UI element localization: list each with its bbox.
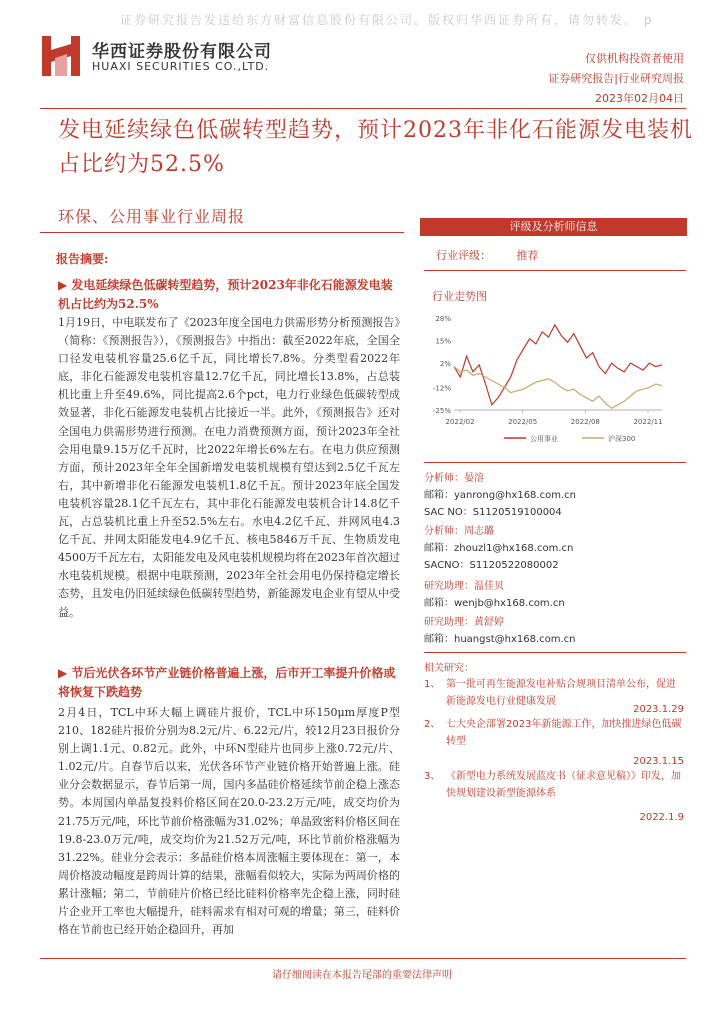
page-title: 发电延续绿色低碳转型趋势，预计2023年非化石能源发电装机占比约为52.5%	[58, 118, 693, 177]
analyst-divider	[424, 652, 686, 653]
rating-value: 推荐	[516, 249, 539, 262]
report-date: 2023年02月04日	[595, 92, 684, 105]
email-label: 邮箱：	[424, 490, 454, 501]
huaxi-logo-icon	[42, 36, 80, 76]
sac-label: SACNO：	[424, 560, 470, 571]
x-tick-label: 2022/02	[445, 418, 475, 426]
y-tick-label: 28%	[435, 315, 451, 323]
related-date: 2022.1.9	[639, 812, 684, 823]
assistant-email[interactable]: huangst@hx168.com.cn	[454, 634, 576, 645]
analyst-sac: S1120522080002	[469, 560, 559, 571]
bullet2-text: 2月4日，TCL中环大幅上调硅片报价，TCL中环150μm厚度P型210、182硅片报价分别为8.2元/片、6.22元/片，较12月23日报价分别上调1.1元、0.82元。此外，中环N型硅片也同步上涨0.72元/片、1.02元/片。自春节后以来，光伏各环节产业链价格开始普遍上涨。硅业分会数据显示，春节后第一周，国内多晶硅价格延续节前企稳上涨态势。本周国内单晶复投料价格区间在20.0-23.2万元/吨，成交均价为21.75万元/吨，环比节前价格涨幅为31.02%；单晶致密料价格区间在19.8-23.0万元/吨，成交均价为21.52万元/吨，环比节前价格涨幅为31.22%。硅业分会表示：多晶硅价格本周涨幅主要体现在：第一，本周价格波动幅度是跨周计算的结果，涨幅看似较大，实际为两周价格的累计涨幅；第二，节前硅片价格已经比硅料价格率先企稳上涨，同时硅片企业开工率也大幅提升，硅料需求有相对可观的增量；第三，硅料价格在节前也已经开始企稳回升，再加	[58, 706, 400, 937]
related-item-2[interactable]	[424, 716, 684, 750]
related-num: 1、	[424, 679, 441, 690]
page-subtitle: 环保、公用事业行业周报	[58, 207, 246, 226]
rating-label: 行业评级：	[436, 249, 491, 262]
analyst-email[interactable]: yanrong@hx168.com.cn	[454, 490, 576, 501]
related-item-3[interactable]	[424, 768, 684, 802]
x-tick-label: 2022/05	[508, 418, 538, 426]
analyst-sac: S1120519100004	[472, 507, 562, 518]
x-tick-label: 2022/11	[633, 418, 663, 426]
assistant-email[interactable]: wenjb@hx168.com.cn	[454, 598, 565, 609]
company-name-en: HUAXI SECURITIES CO.,LTD.	[92, 60, 270, 73]
header-divider	[40, 108, 686, 109]
chart-divider	[424, 462, 686, 463]
analyst-name: 周志璐	[464, 526, 494, 537]
analyst-role: 分析师：	[424, 473, 464, 484]
y-tick-label: -12%	[432, 384, 451, 393]
assistant-name: 温佳贝	[474, 581, 504, 592]
assistant-role: 研究助理：	[424, 581, 474, 592]
y-tick-label: 2%	[439, 360, 451, 369]
subtitle-divider	[40, 232, 404, 233]
email-label: 邮箱：	[424, 543, 454, 554]
bullet2-heading: ▶ 节后光伏各环节产业链价格普遍上涨，后市开工率提升价格或将恢复下跌趋势	[58, 666, 396, 699]
series-line-1	[454, 367, 662, 409]
related-title: 相关研究：	[424, 663, 474, 674]
chart-label: 行业走势图	[432, 290, 487, 303]
assistant-1	[424, 578, 565, 612]
assistant-2	[424, 614, 576, 648]
report-type-tag: 证券研究报告|行业研究周报	[548, 72, 684, 85]
footer-divider	[40, 958, 686, 959]
email-label: 邮箱：	[424, 634, 454, 645]
watermark: 证券研究报告发送给东方财富信息股份有限公司。版权归华西证券所有，请勿转发。 p	[120, 13, 654, 27]
series-line-0	[454, 325, 662, 405]
assistant-role: 研究助理：	[424, 617, 474, 628]
legend-label: 公用事业	[530, 435, 558, 443]
related-num: 2、	[424, 719, 441, 730]
email-label: 邮箱：	[424, 598, 454, 609]
related-num: 3、	[424, 771, 441, 782]
y-tick-label: 15%	[435, 337, 451, 346]
bullet1-text: 1月19日，中电联发布了《2023年度全国电力供需形势分析预测报告》（简称：《预测报告》），《预测报告》中指出：截至2022年底，全国全口径发电装机容量25.6亿千瓦，同比增长7.8%。分类型看2022年底，非化石能源发电装机容量12.7亿千瓦，同比增长13.8%，占总装机比重上升至49.6%，同比提高2.6个pct，电力行业绿色低碳转型成效显著，非化石能源发电装机占比接近一半。此外，《预测报告》还对全国电力供需形势进行预测。在电力消费预测方面，预计2023年全社会用电量9.15万亿千瓦时，比2022年增长6%左右。在电力供应预测方面，预计2023年全年全国新增发电装机规模有望达到2.5亿千瓦左右，其中新增非化石能源发电装机1.8亿千瓦。预计2023年底全国发电装机容量28.1亿千瓦左右，其中非化石能源发电装机合计14.8亿千瓦，占总装机比重上升至52.5%左右。水电4.2亿千瓦、并网风电4.3亿千瓦、并网太阳能发电4.9亿千瓦、核电5846万千瓦、生物质发电4500万千瓦左右，太阳能发电及风电装机规模均将在2023年首次超过水电装机规模。根据中电联预测，2023年全社会用电仍保持稳定增长态势，且发电仍旧延续绿色低碳转型趋势，新能源发电企业有望从中受益。	[58, 316, 400, 619]
audience-tag: 仅供机构投资者使用	[585, 52, 684, 65]
analyst-2	[424, 523, 573, 574]
related-text[interactable]: 《新型电力系统发展蓝皮书（征求意见稿）》印发，加快规划建设新型能源体系	[446, 771, 681, 799]
analyst-name: 晏溶	[464, 473, 484, 484]
summary-label: 报告摘要:	[56, 252, 109, 266]
industry-rating	[436, 247, 539, 263]
legend-label: 沪深300	[608, 435, 636, 443]
sac-label: SAC NO：	[424, 507, 473, 518]
related-text[interactable]: 七大央企部署2023年新能源工作，加快推进绿色低碳转型	[446, 719, 682, 747]
analyst-email[interactable]: zhouzl1@hx168.com.cn	[454, 543, 574, 554]
related-date: 2023.1.15	[633, 756, 684, 767]
related-date: 2023.1.29	[633, 704, 684, 715]
bullet1-heading: ▶ 发电延续绿色低碳转型趋势，预计2023年非化石能源发电装机占比约为52.5%	[58, 278, 393, 311]
y-tick-label: -25%	[432, 407, 451, 415]
footer-disclaimer[interactable]: 请仔细阅读在本报告尾部的重要法律声明	[272, 970, 452, 981]
related-text[interactable]: 第一批可再生能源发电补贴合规项目清单公布，促进新能源发电行业健康发展	[446, 679, 676, 707]
analyst-1	[424, 470, 576, 521]
company-name-cn: 华西证券股份有限公司	[92, 42, 272, 62]
rating-divider	[424, 270, 686, 271]
sidebar-header: 评级及分析师信息	[420, 218, 687, 236]
assistant-name: 黄舒婷	[474, 617, 504, 628]
industry-trend-chart	[424, 310, 686, 455]
analyst-role: 分析师：	[424, 526, 464, 537]
x-tick-label: 2022/08	[570, 418, 600, 426]
